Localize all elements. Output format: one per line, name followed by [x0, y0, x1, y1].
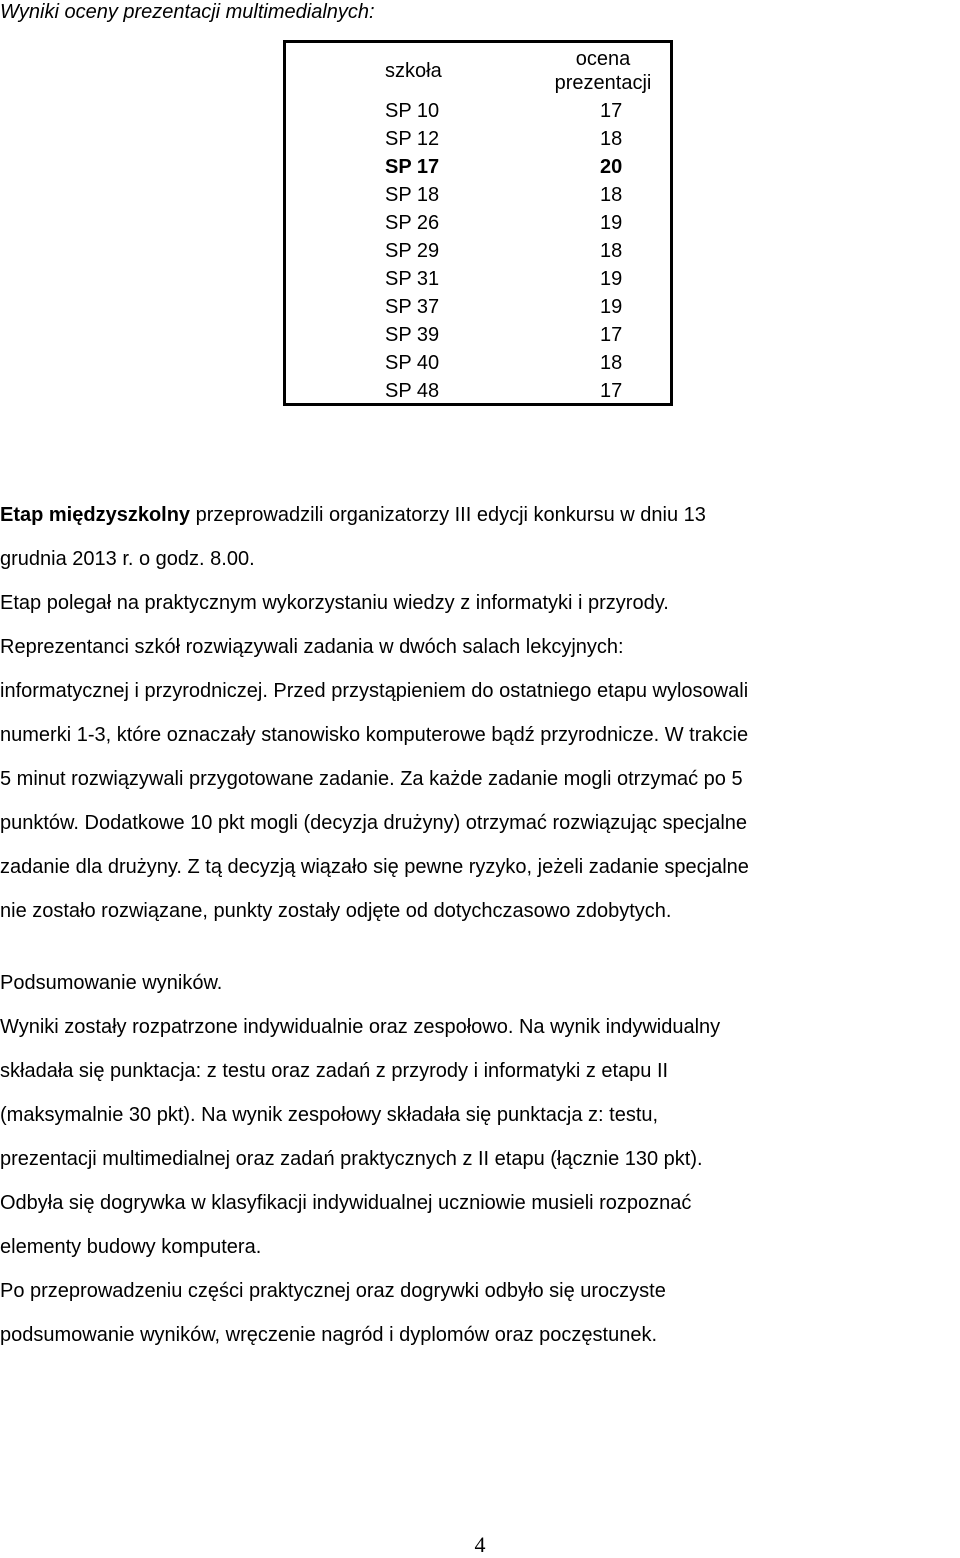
table-cell-school: SP 37 [385, 296, 440, 318]
table-cell-score: 17 [600, 100, 623, 122]
table-cell-school: SP 31 [385, 268, 440, 290]
table-cell-school: SP 12 [385, 128, 440, 150]
table-cell-score: 20 [600, 156, 623, 178]
summary-line: Odbyła się dogrywka w klasyfikacji indywidualnej uczniowie musieli rozpoznać [0, 1192, 692, 1214]
table-row [286, 293, 670, 321]
summary-line: elementy budowy komputera. [0, 1236, 262, 1258]
table-cell-score: 19 [600, 268, 623, 290]
summary-line: Wyniki zostały rozpatrzone indywidualnie oraz zespołowo. Na wynik indywidualny [0, 1016, 721, 1038]
table-cell-score: 17 [600, 380, 623, 402]
table-cell-school: SP 10 [385, 100, 440, 122]
table-cell-school: SP 39 [385, 324, 440, 346]
etap-bold-lead: Etap międzyszkolny [0, 504, 191, 526]
table-cell-score: 19 [600, 212, 623, 234]
table-header-score-line1: ocena [575, 48, 631, 70]
etap-line: nie zostało rozwiązane, punkty zostały odjęte od dotychczasowo zdobytych. [0, 900, 672, 922]
etap-line: informatycznej i przyrodniczej. Przed przystąpieniem do ostatniego etapu wylosowali [0, 680, 749, 702]
table-row [286, 181, 670, 209]
table-cell-score: 18 [600, 352, 623, 374]
table-row [286, 377, 670, 405]
etap-paragraph [0, 493, 960, 933]
table-cell-score: 18 [600, 184, 623, 206]
table-row [286, 349, 670, 377]
table-header-score-line2: prezentacji [554, 72, 652, 94]
summary-title: Podsumowanie wyników. [0, 972, 223, 994]
etap-line: punktów. Dodatkowe 10 pkt mogli (decyzja drużyny) otrzymać rozwiązując specjalne [0, 812, 748, 834]
table-cell-school: SP 17 [385, 156, 440, 178]
table-row-highlighted [286, 153, 670, 181]
etap-line-1 [0, 493, 960, 537]
etap-line: Etap polegał na praktycznym wykorzystaniu wiedzy z informatyki i przyrody. [0, 592, 669, 614]
etap-line: zadanie dla drużyny. Z tą decyzją wiązało się pewne ryzyko, jeżeli zadanie specjalne [0, 856, 749, 878]
table-header-school: szkoła [385, 60, 442, 82]
table-row [286, 97, 670, 125]
table-cell-school: SP 18 [385, 184, 440, 206]
table-cell-score: 18 [600, 240, 623, 262]
page-number: 4 [474, 1532, 486, 1557]
table-cell-score: 18 [600, 128, 623, 150]
table-header-score [548, 47, 658, 95]
table-cell-school: SP 40 [385, 352, 440, 374]
table-row [286, 125, 670, 153]
summary-section [0, 961, 960, 1357]
table-row [286, 237, 670, 265]
results-table [283, 40, 673, 406]
etap-line-2: grudnia 2013 r. o godz. 8.00. [0, 548, 255, 570]
etap-line1-rest: przeprowadzili organizatorzy III edycji konkursu w dniu 13 [190, 504, 706, 526]
summary-line: prezentacji multimedialnej oraz zadań praktycznych z II etapu (łącznie 130 pkt). [0, 1148, 703, 1170]
etap-line: numerki 1-3, które oznaczały stanowisko komputerowe bądź przyrodnicze. W trakcie [0, 724, 749, 746]
summary-line: podsumowanie wyników, wręczenie nagród i dyplomów oraz poczęstunek. [0, 1324, 658, 1346]
table-row [286, 321, 670, 349]
table-cell-score: 17 [600, 324, 623, 346]
summary-line: Po przeprowadzeniu części praktycznej oraz dogrywki odbyło się uroczyste [0, 1280, 666, 1302]
table-cell-school: SP 48 [385, 380, 440, 402]
table-row [286, 209, 670, 237]
etap-line: 5 minut rozwiązywali przygotowane zadanie. Za każde zadanie mogli otrzymać po 5 [0, 768, 743, 790]
summary-line: (maksymalnie 30 pkt). Na wynik zespołowy składała się punktacja z: testu, [0, 1104, 659, 1126]
section-heading: Wyniki oceny prezentacji multimedialnych: [0, 1, 375, 23]
table-cell-score: 19 [600, 296, 623, 318]
table-row [286, 265, 670, 293]
etap-line: Reprezentanci szkół rozwiązywali zadania w dwóch salach lekcyjnych: [0, 636, 624, 658]
table-cell-school: SP 26 [385, 212, 440, 234]
table-cell-school: SP 29 [385, 240, 440, 262]
summary-line: składała się punktacja: z testu oraz zadań z przyrody i informatyki z etapu II [0, 1060, 669, 1082]
